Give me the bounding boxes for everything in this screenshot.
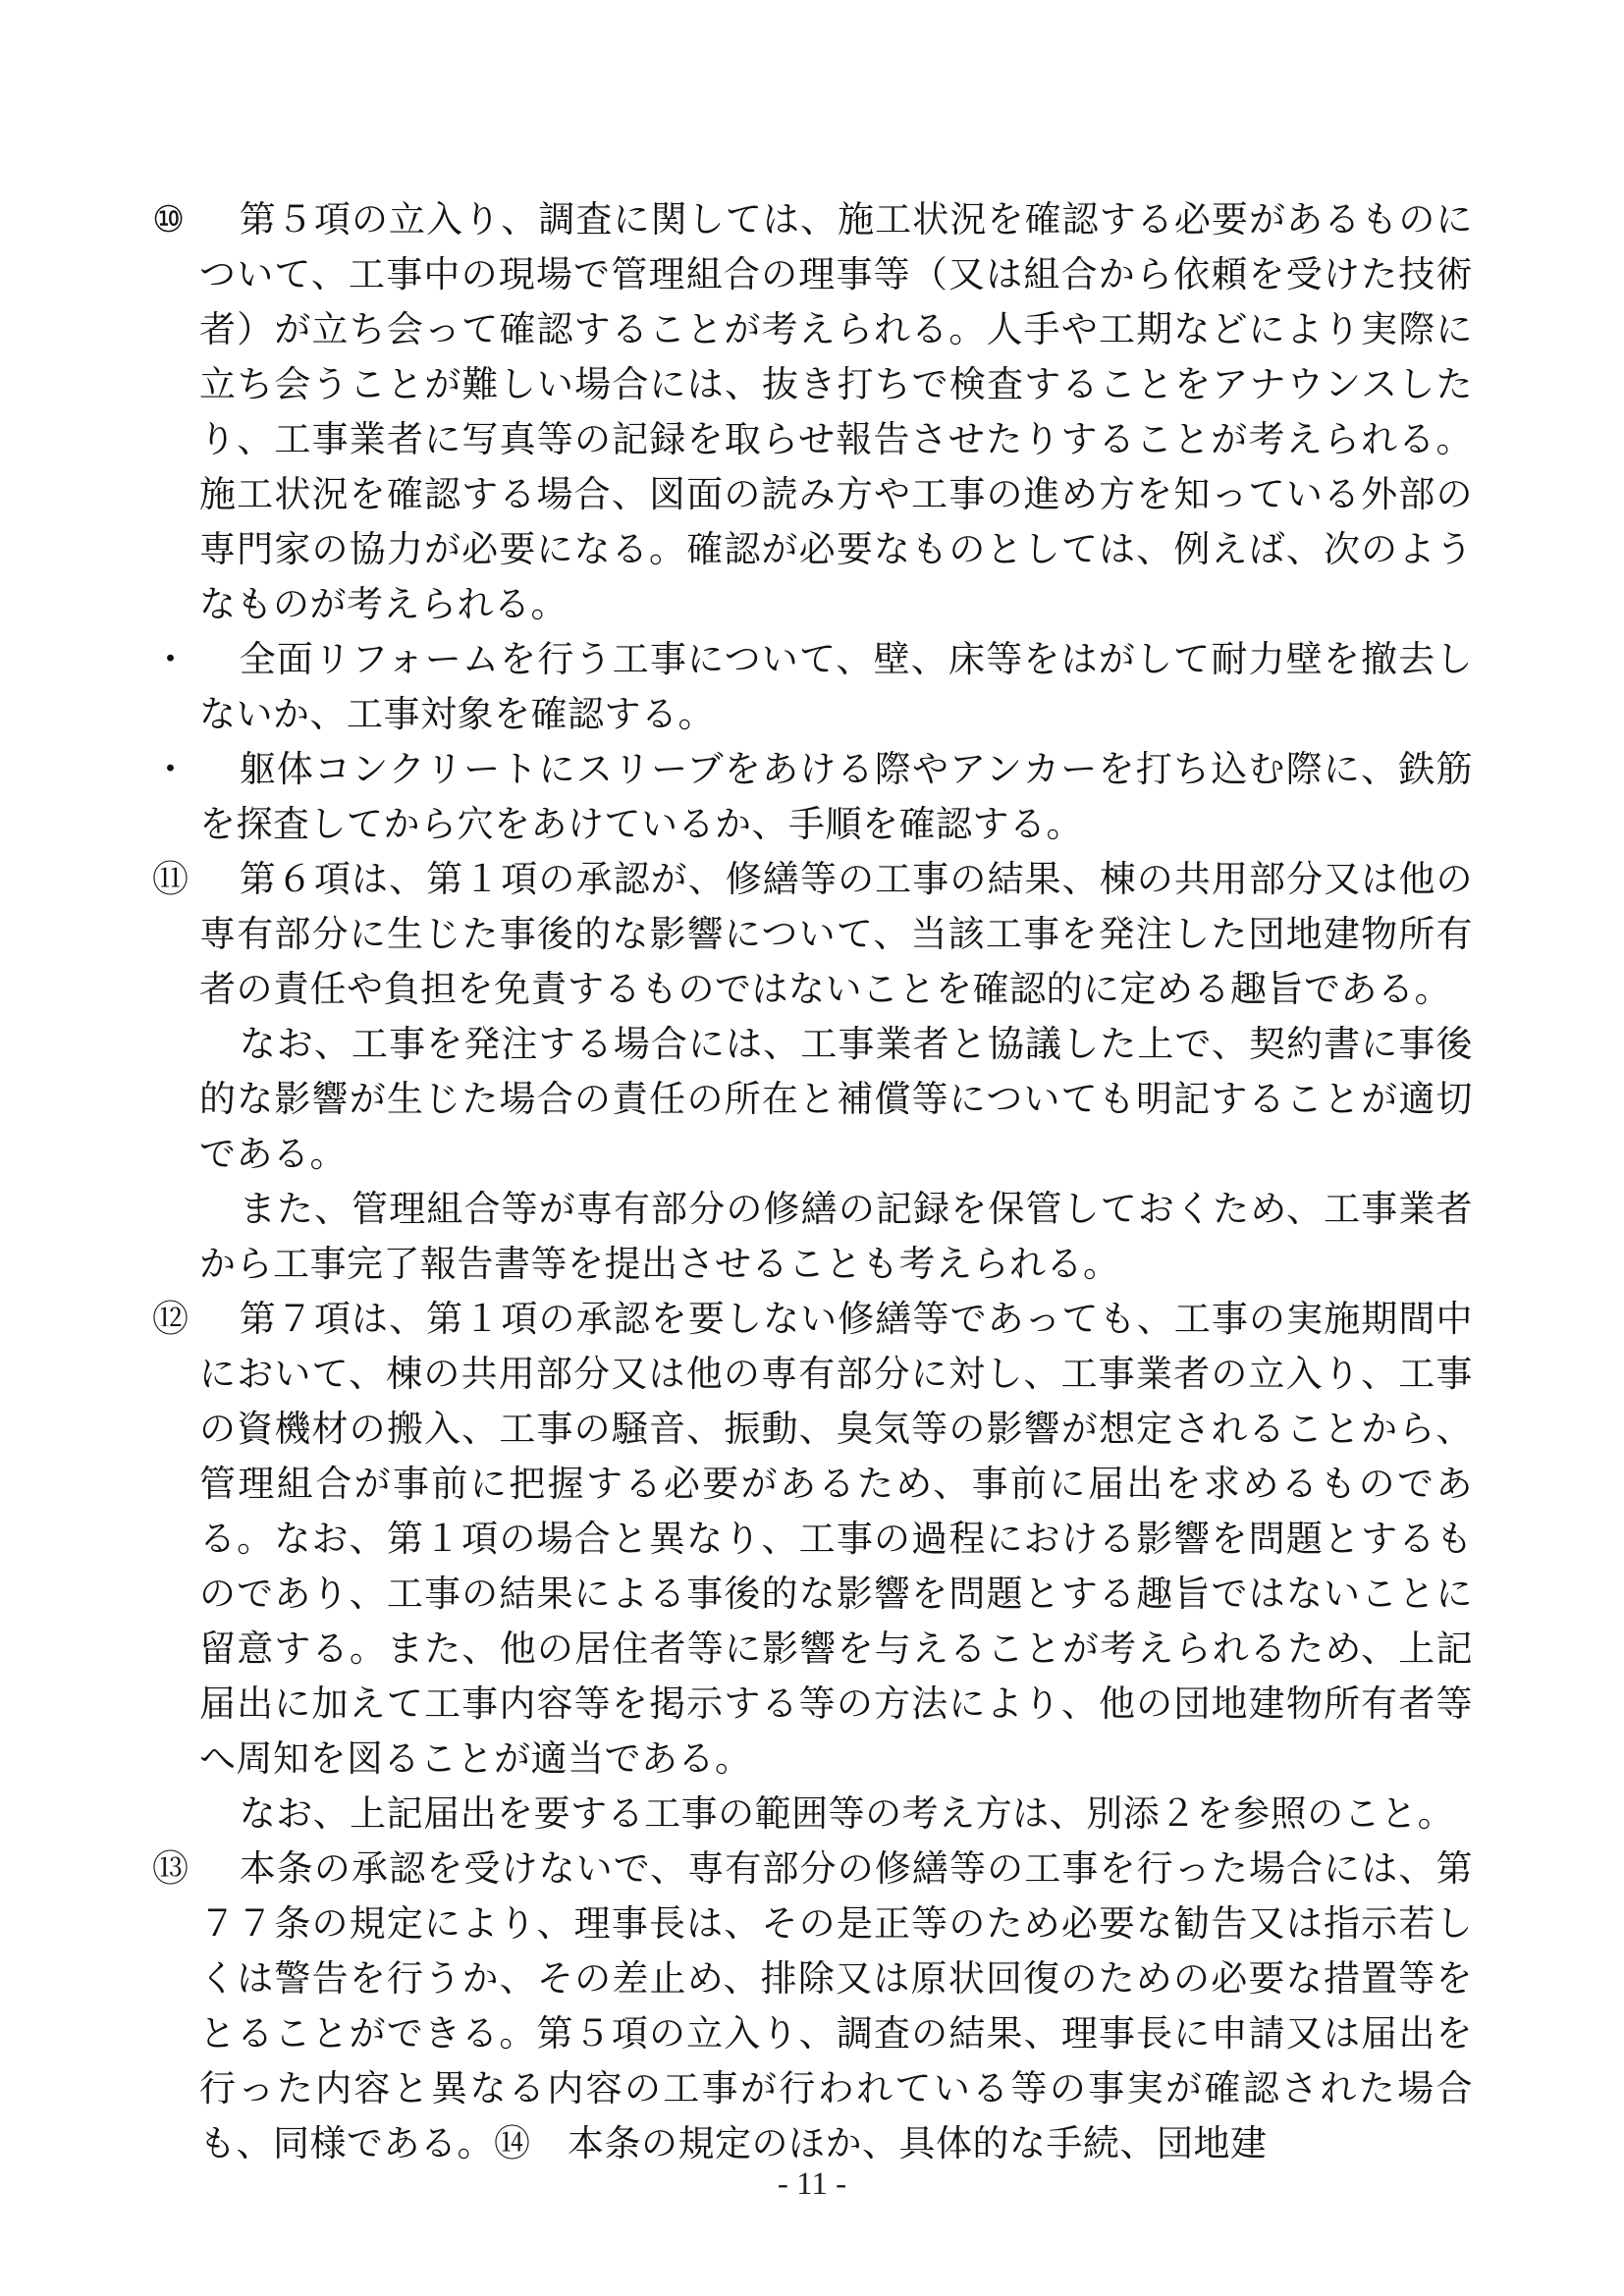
page-number: - 11 - — [777, 2166, 847, 2202]
bullet-text: 躯体コンクリートにスリーブをあける際やアンカーを打ち込む際に、鉄筋を探査してから穴をあけているか、手順を確認する。 — [199, 748, 1473, 845]
bullet-item — [152, 632, 1473, 742]
bullet-marker: ・ — [152, 638, 189, 680]
paragraph-continuation — [152, 1182, 1473, 1292]
paragraph-marker — [152, 1787, 199, 1842]
paragraph-marker: ⑫ — [152, 1298, 189, 1340]
paragraph-marker: ⑬ — [152, 1847, 189, 1890]
paragraph-marker — [152, 1182, 199, 1292]
paragraph-text: 本条の承認を受けないで、専有部分の修繕等の工事を行った場合には、第７７条の規定により、理事長は、その是正等のため必要な勧告又は指示若しくは警告を行うか、その差止め、排除又は原状回復のための必要な措置等をとることができる。第５項の立入り、調査の結果、理事長に申請又は届出を行った内容と異なる内容の工事が行われている等の事実が確認された場合も、同様である。⑭ 本条の規定のほか、具体的な手続、団地建 — [199, 1847, 1473, 2164]
bullet-marker: ・ — [152, 748, 189, 790]
bullet-text: 全面リフォームを行う工事について、壁、床等をはがして耐力壁を撤去しないか、工事対象を確認する。 — [199, 638, 1473, 735]
paragraph-text: なお、上記届出を要する工事の範囲等の考え方は、別添２を参照のこと。 — [239, 1792, 1455, 1835]
paragraph-marker — [152, 1017, 199, 1182]
paragraph-marker: ⑩ — [152, 198, 186, 240]
paragraph-text: 第７項は、第１項の承認を要しない修繕等であっても、工事の実施期間中において、棟の共用部分又は他の専有部分に対し、工事業者の立入り、工事の資機材の搬入、工事の騒音、振動、臭気等の影響が想定されることから、管理組合が事前に把握する必要があるため、事前に届出を求めるものである。なお、第１項の場合と異なり、工事の過程における影響を問題とするものであり、工事の結果による事後的な影響を問題とする趣旨ではないことに留意する。また、他の居住者等に影響を与えることが考えられるため、上記届出に加えて工事内容等を掲示する等の方法により、他の団地建物所有者等へ周知を図ることが適当である。 — [199, 1298, 1473, 1780]
bullet-item — [152, 742, 1473, 852]
paragraph-continuation — [152, 1787, 1473, 1842]
paragraph-text: 第６項は、第１項の承認が、修繕等の工事の結果、棟の共用部分又は他の専有部分に生じた事後的な影響について、当該工事を発注した団地建物所有者の責任や負担を免責するものではないことを確認的に定める趣旨である。 — [199, 858, 1473, 1010]
paragraph-continuation — [152, 1017, 1473, 1182]
paragraph-10 — [152, 192, 1473, 632]
paragraph-text: また、管理組合等が専有部分の修繕の記録を保管しておくため、工事業者から工事完了報告書等を提出させることも考えられる。 — [199, 1188, 1473, 1285]
paragraph-11 — [152, 852, 1473, 1017]
document-body — [152, 192, 1473, 2171]
paragraph-marker: ⑪ — [152, 858, 189, 900]
paragraph-text: 第５項の立入り、調査に関しては、施工状況を確認する必要があるものについて、工事中の現場で管理組合の理事等（又は組合から依頼を受けた技術者）が立ち会って確認することが考えられる。人手や工期などにより実際に立ち会うことが難しい場合には、抜き打ちで検査することをアナウンスしたり、工事業者に写真等の記録を取らせ報告させたりすることが考えられる。施工状況を確認する場合、図面の読み方や工事の進め方を知っている外部の専門家の協力が必要になる。確認が必要なものとしては、例えば、次のようなものが考えられる。 — [199, 198, 1473, 625]
paragraph-text: なお、工事を発注する場合には、工事業者と協議した上で、契約書に事後的な影響が生じた場合の責任の所在と補償等についても明記することが適切である。 — [199, 1023, 1473, 1175]
paragraph-12 — [152, 1292, 1473, 1787]
paragraph-13 — [152, 1842, 1473, 2171]
